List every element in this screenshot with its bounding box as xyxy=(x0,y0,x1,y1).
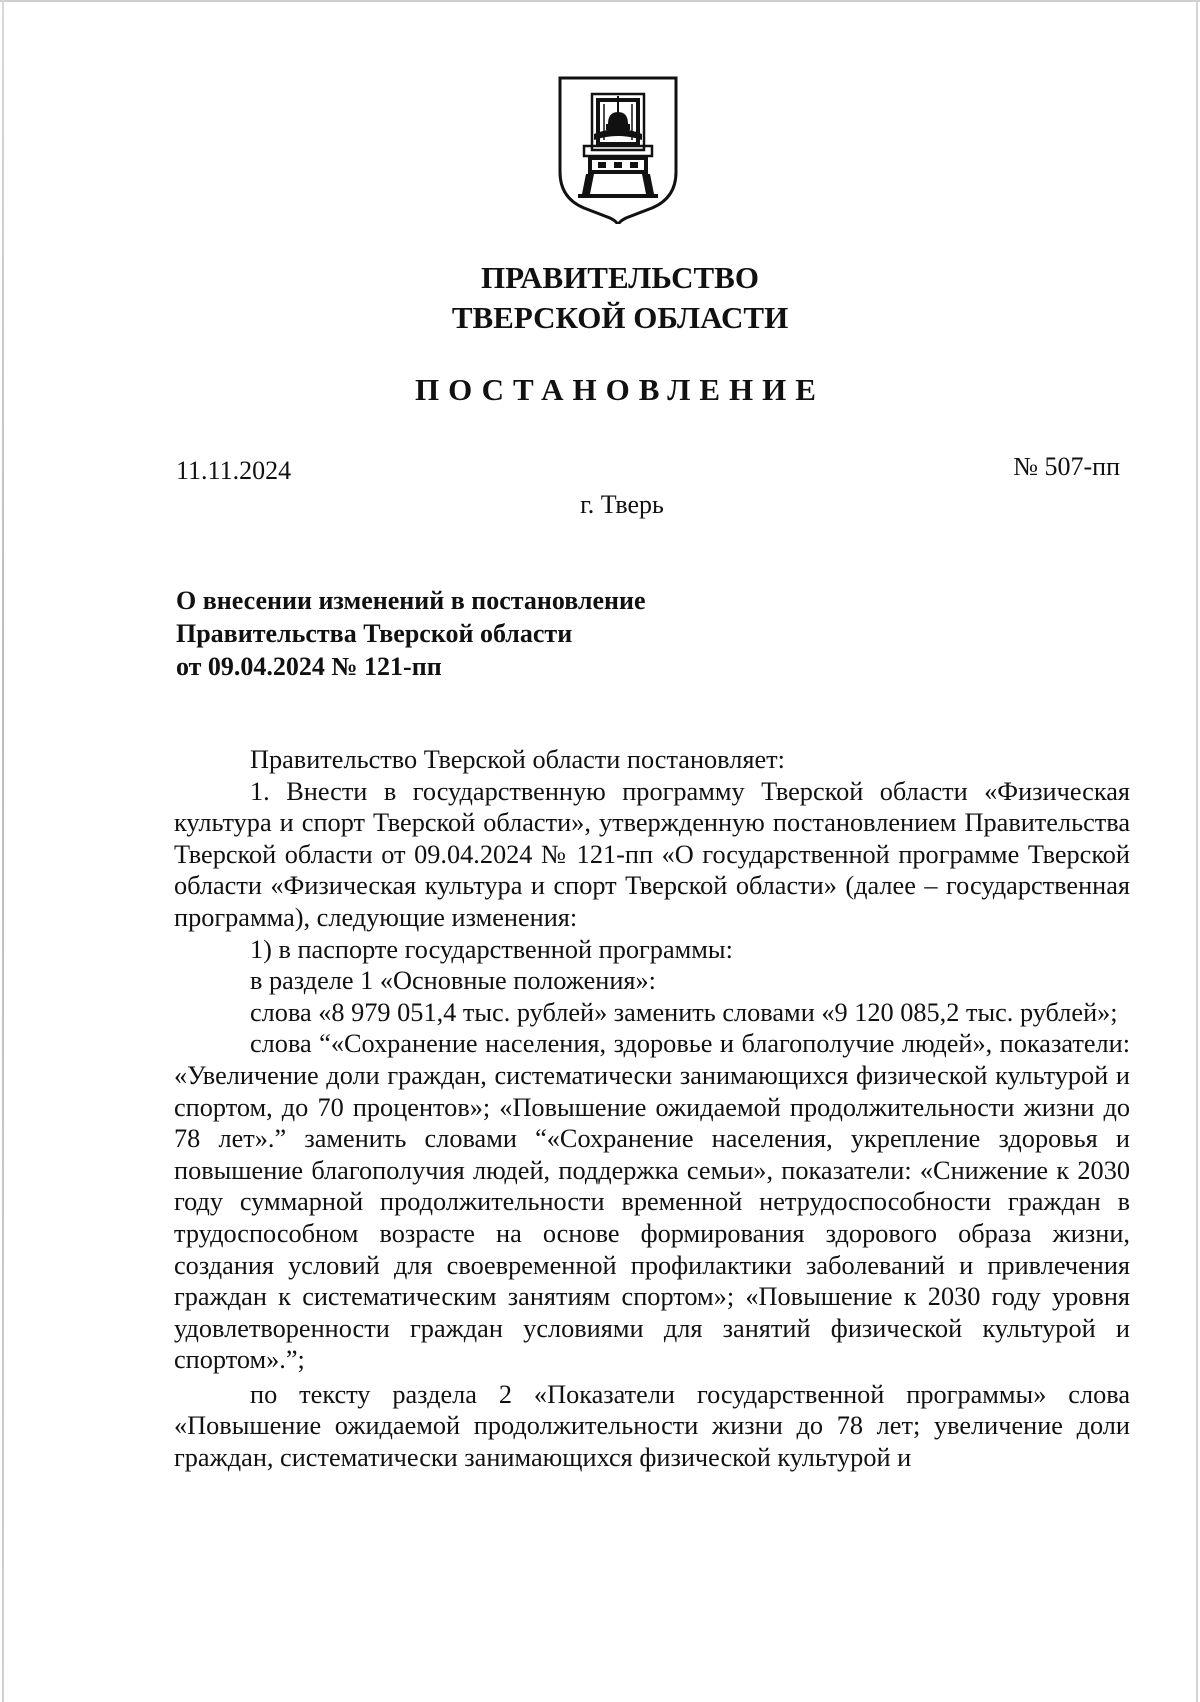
body-paragraph: слова “«Сохранение населения, здоровье и благополучие людей», показатели: «Увеличение доли граждан, систематически занимающихся физической культурой и спортом, до 70 процентов»; «Повышение ожидаемой продолжительности жизни до 78 лет».” заменить словами “«Сохранение населения, укрепление здоровья и повышение благополучия людей, поддержка семьи», показатели: «Снижение к 2030 году суммарной продолжительности временной нетрудоспособности граждан в трудоспособном возрасте на основе формирования здорового образа жизни, создания условий для своевременной профилактики заболеваний и привлечения граждан к систематическим занятиям спортом»; «Повышение к 2030 году уровня удовлетворенности граждан условиями для занятий физической культурой и спортом».”; xyxy=(174,1029,1130,1375)
document-number: № 507-пп xyxy=(1013,452,1120,481)
body-paragraph: по тексту раздела 2 «Показатели государственной программы» слова «Повышение ожидаемой продолжительности жизни до 78 лет; увеличение доли граждан, систематически занимающихся физической культурой и xyxy=(174,1379,1130,1473)
document-city: г. Тверь xyxy=(580,490,664,519)
authority-line-2: ТВЕРСКОЙ ОБЛАСТИ xyxy=(451,300,789,335)
scan-edge-right xyxy=(1196,0,1198,1702)
scan-edge-top xyxy=(0,0,1200,2)
document-subject xyxy=(176,584,646,683)
authority-line-1: ПРАВИТЕЛЬСТВО xyxy=(481,260,759,295)
body-paragraph: 1) в паспорте государственной программы: xyxy=(250,934,733,964)
document-type-title: ПОСТАНОВЛЕНИЕ xyxy=(415,372,825,407)
body-paragraph: слова «8 979 051,4 тыс. рублей» заменить словами «9 120 085,2 тыс. рублей»; xyxy=(250,997,1118,1027)
subject-line-1: О внесении изменений в постановление xyxy=(176,586,646,615)
subject-line-2: Правительства Тверской области xyxy=(176,619,573,648)
body-paragraph: в разделе 1 «Основные положения»: xyxy=(250,966,656,996)
body-paragraph: 1. Внести в государственную программу Тверской области «Физическая культура и спорт Тверской области», утвержденную постановлением Правительства Тверской области от 09.04.2024 № 121-пп «О государственной программе Тверской области «Физическая культура и спорт Тверской области» (далее – государственная программа), следующие изменения: xyxy=(174,776,1130,932)
tver-coat-of-arms-emblem xyxy=(556,74,680,224)
scan-edge-left xyxy=(2,0,4,1702)
issuing-authority xyxy=(0,258,1200,338)
subject-line-3: от 09.04.2024 № 121-пп xyxy=(176,652,442,681)
document-body xyxy=(174,744,1130,1474)
body-paragraph: Правительство Тверской области постановляет: xyxy=(250,745,785,774)
document-date: 11.11.2024 xyxy=(176,456,292,485)
